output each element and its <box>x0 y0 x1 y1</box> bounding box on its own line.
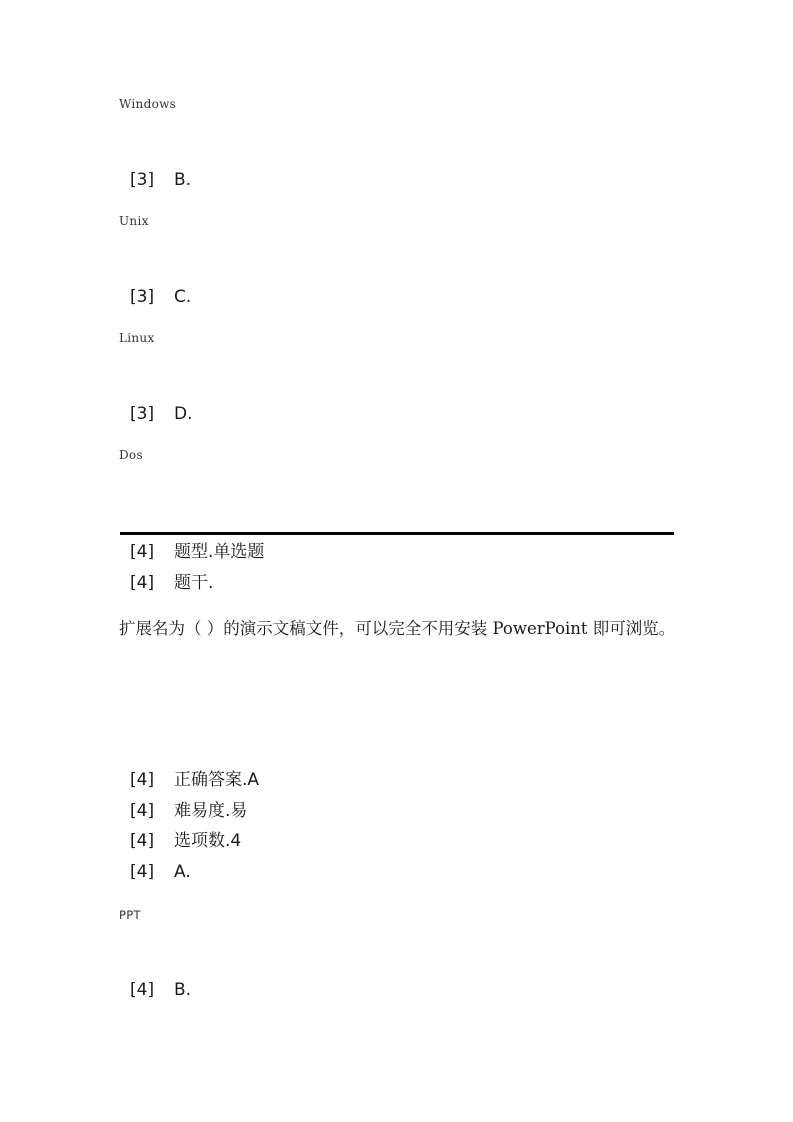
q4-difficulty-row <box>130 800 247 822</box>
q4-option-b-marker: [4] <box>130 980 155 1000</box>
q3-option-b-label: B. <box>174 170 192 190</box>
q4-stem-marker: [4] <box>130 573 155 593</box>
q4-option-a-label: A. <box>174 862 191 882</box>
q4-option-a-row <box>130 861 191 883</box>
q4-difficulty-label: 难易度.易 <box>174 801 248 821</box>
q3-option-d-row <box>130 403 193 425</box>
q3-option-b-marker: [3] <box>130 170 155 190</box>
q4-answer-marker: [4] <box>130 770 155 790</box>
q4-stem-label: 题干. <box>174 573 214 593</box>
q4-answer-row <box>130 769 259 791</box>
q4-stem-text: 扩展名为（ ）的演示文稿文件，可以完全不用安装 PowerPoint 即可浏览。 <box>119 619 676 638</box>
q3-option-a-text: Windows <box>119 97 177 111</box>
q4-option-a-marker: [4] <box>130 862 155 882</box>
q3-option-b-text: Unix <box>119 214 149 228</box>
q3-option-d-text: Dos <box>119 448 143 462</box>
q3-option-c-marker: [3] <box>130 287 155 307</box>
q4-stem-row <box>130 572 213 594</box>
q4-type-marker: [4] <box>130 542 155 562</box>
q3-option-c-label: C. <box>174 287 192 307</box>
q4-difficulty-marker: [4] <box>130 801 155 821</box>
q3-option-b-row <box>130 169 191 191</box>
q4-option-count-label: 选项数.4 <box>174 831 242 851</box>
q3-option-c-row <box>130 286 191 308</box>
q4-type-label: 题型.单选题 <box>174 542 265 562</box>
q4-option-count-row <box>130 830 241 852</box>
q4-option-b-label: B. <box>174 980 192 1000</box>
q4-option-a-text: PPT <box>119 908 141 922</box>
q3-option-d-marker: [3] <box>130 404 155 424</box>
q4-option-b-row <box>130 979 191 1001</box>
question-divider <box>120 532 674 535</box>
q3-option-c-text: Linux <box>119 331 155 345</box>
q4-answer-label: 正确答案.A <box>174 770 260 790</box>
q4-option-count-marker: [4] <box>130 831 155 851</box>
q4-type-row <box>130 541 264 563</box>
q3-option-d-label: D. <box>174 404 193 424</box>
